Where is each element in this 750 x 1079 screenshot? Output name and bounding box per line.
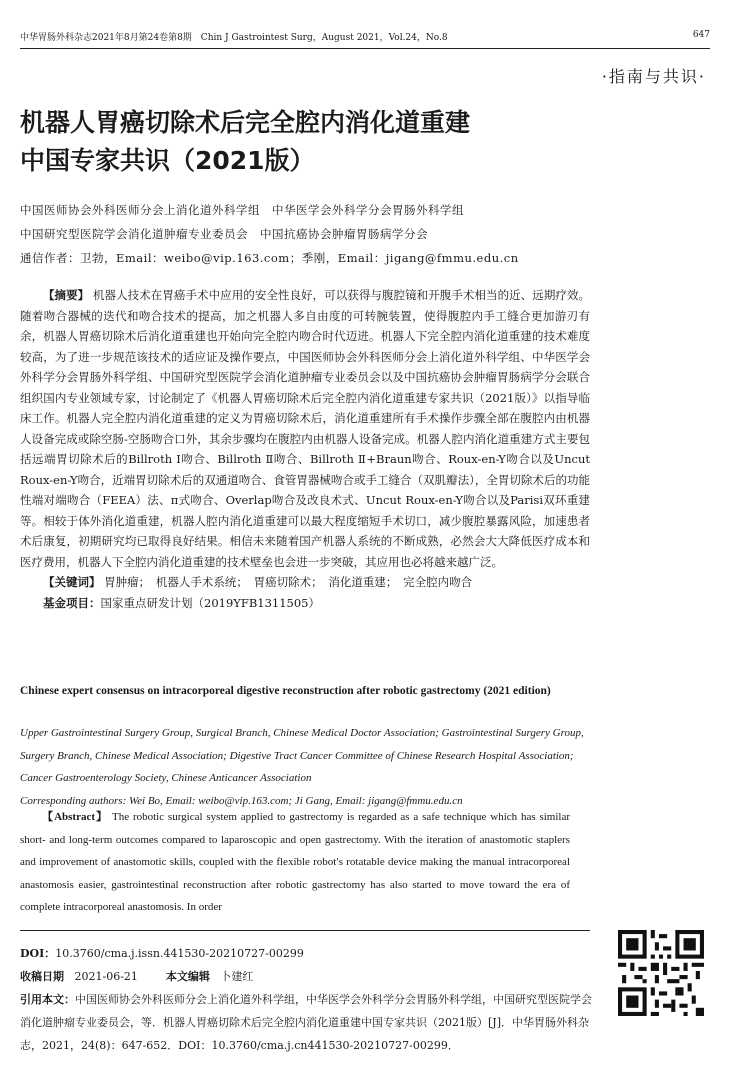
qr-code-icon[interactable] (618, 930, 704, 1016)
doi-link[interactable]: 10.3760/cma.j.issn.441530-20210727-00299 (55, 947, 304, 960)
editor-name: 卜建红 (220, 970, 254, 983)
keywords: 胃肿瘤； 机器人手术系统； 胃癌切除术； 消化道重建； 完全腔内吻合 (104, 575, 473, 589)
english-affiliations (20, 722, 600, 812)
keywords-label: 【关键词】 (43, 575, 101, 589)
author-block (20, 198, 700, 270)
footer-divider (20, 930, 590, 931)
page-number: 647 (692, 30, 710, 40)
doi-label: DOI： (20, 947, 56, 960)
chinese-abstract (20, 285, 590, 613)
funding: 国家重点研发计划（2019YFB1311505） (100, 595, 321, 610)
author-line-1: 中国医师协会外科医师分会上消化道外科学组 中华医学会外科学分会胃肠外科学组 (20, 203, 464, 217)
author-line-2: 中国研究型医院学会消化道肿瘤专业委员会 中国抗癌协会肿瘤胃肠病学分会 (20, 227, 428, 241)
page-title (20, 104, 660, 180)
received-label: 收稿日期 (20, 970, 64, 983)
section-tag: ·指南与共识· (601, 67, 706, 86)
english-abstract-text: The robotic surgical system applied to gastrectomy is regarded as a safe technique which has similar short- and long-term outcomes compared to laparoscopic and open gastrectomy. With the iteration of anastomotic staplers and improvement of anastomotic skills, coupled with the flexible robot′s rotatable device making the manual intracorporeal anastomosis easier, gastrointestinal reconstruction after robotic gastrectomy has also started to move toward the era of complete intracorporeal anastomosis. In order (20, 811, 570, 913)
citation: 中国医师协会外科医师分会上消化道外科学组，中华医学会外科学分会胃肠外科学组，中国研究型医院学会消化道肿瘤专业委员会，等．机器人胃癌切除术后完全腔内消化道重建中国专家共识（2021版）[J]．中华胃肠外科杂志，2021，24(8)：647-652．DOI：10.3760/cma.j.cn441530-20210727-00299． (20, 993, 592, 1052)
abstract-label: 【摘要】 (43, 288, 90, 302)
abstract-text: 机器人技术在胃癌手术中应用的安全性良好，可以获得与腹腔镜和开腹手术相当的近、远期疗效。随着吻合器械的迭代和吻合技术的提高，加之机器人多自由度的可转腕装置，使得腹腔内手工缝合更加游刃有余，机器人胃癌切除术后消化道重建也开始向完全腔内吻合时代迈进。机器人下完全腔内消化道重建的技术难度较高，为了进一步规范该技术的适应证及操作要点，中国医师协会外科医师分会上消化道外科学组、中华医学会外科学分会胃肠外科学组、中国研究型医院学会消化道肿瘤专业委员会以及中国抗癌协会肿瘤胃肠病学分会联合组织国内专业领域专家，讨论制定了《机器人胃癌切除术后完全腔内消化道重建专家共识（2021版）》以指导临床工作。机器人完全腔内消化道重建的定义为胃癌切除术后，消化道重建所有手术操作步骤全部在腹腔内由机器人设备完成或除空肠-空肠吻合口外，其余步骤均在腹腔内由机器人设备完成。机器人腔内消化道重建方式主要包括远端胃切除术后的Billroth Ⅰ吻合、Billroth Ⅱ吻合、Billroth Ⅱ+Braun吻合、Roux-en-Y吻合以及Uncut Roux-en-Y吻合，近端胃切除术后的双通道吻合、食管胃器械吻合或手工缝合（双肌瓣法），全胃切除术后的功能性端对端吻合（FEEA）法、π式吻合、Overlap吻合及改良术式、Uncut Roux-en-Y吻合以及Parisi双环重建等。相较于体外消化道重建，机器人腔内消化道重建可以最大程度缩短手术切口，减少腹腔暴露风险，加速患者术后康复，初期研究均已取得良好结果。相信未来随着国产机器人系统的不断成熟，必然会大大降低医疗成本和医疗费用，机器人下全腔内消化道重建的技术壁垒也会进一步突破，其应用也必将越来越广泛。 (20, 288, 591, 569)
article-footer (20, 942, 600, 1057)
corresponding-authors: 通信作者：卫勃，Email：weibo@vip.163.com；季刚，Email：jigang@fmmu.edu.cn (20, 251, 519, 265)
title-line-1: 机器人胃癌切除术后完全腔内消化道重建 (20, 108, 471, 137)
journal-line: 中华胃肠外科杂志2021年8月第24卷第8期 Chin J Gastrointest Surg，August 2021，Vol.24，No.8 (20, 33, 448, 43)
editor-label: 本文编辑 (165, 970, 210, 983)
cite-label: 引用本文： (20, 993, 75, 1006)
received-date: 2021-06-21 (74, 970, 138, 983)
english-abstract-label: 【Abstract】 (42, 811, 109, 823)
english-abstract (20, 806, 570, 919)
running-header (20, 30, 710, 49)
funding-label: 基金项目： (43, 595, 101, 610)
english-corresponding: Corresponding authors: Wei Bo, Email: weibo@vip.163.com; Ji Gang, Email: jigang@fmmu.edu.cn (20, 794, 463, 807)
title-line-2: 中国专家共识（2021版） (20, 146, 315, 175)
english-title: Chinese expert consensus on intracorporeal digestive reconstruction after robotic gastrectomy (2021 edition) (20, 685, 551, 697)
affiliations: Upper Gastrointestinal Surgery Group, Surgical Branch, Chinese Medical Doctor Association; Gastrointestinal Surgery Group, Surgery Branch, Chinese Medical Association; Digestive Tract Cancer Committee of Chinese Research Hospital Association; Cancer Gastroenterology Society, Chinese Anticancer Association (20, 727, 584, 784)
